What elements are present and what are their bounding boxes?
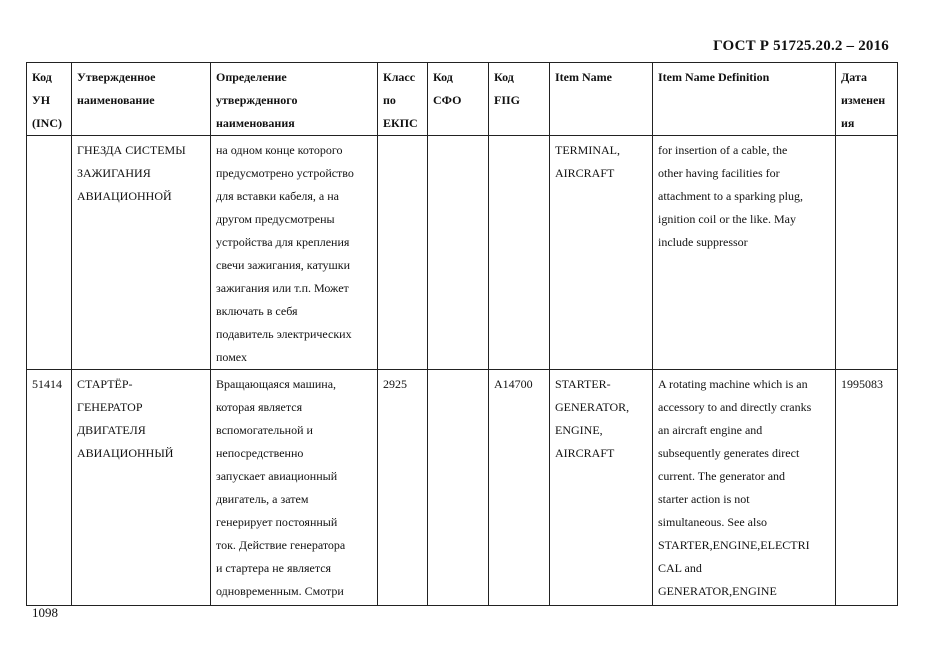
cell-change-date: 1995083 xyxy=(836,370,898,606)
cell-definition: Вращающаяся машина, которая является вспомогательной и непосредственно запускает авиационный двигатель, а затем генерирует постоянный ток. Действие генератора и стартера не является одновременным. Смотри xyxy=(211,370,378,606)
header-row xyxy=(27,63,898,136)
header-item-name-definition: Item Name Definition xyxy=(653,63,836,136)
page-number: 1098 xyxy=(32,605,58,620)
header-name-definition: Определение утвержденного наименования xyxy=(211,63,378,136)
cell-approved-name: ГНЕЗДА СИСТЕМЫ ЗАЖИГАНИЯ АВИАЦИОННОЙ xyxy=(72,136,211,370)
cell-item-name: TERMINAL, AIRCRAFT xyxy=(550,136,653,370)
cell-ekps-class: 2925 xyxy=(378,370,428,606)
header-approved-name: Утвержденное наименование xyxy=(72,63,211,136)
table-row xyxy=(27,136,898,370)
header-item-name: Item Name xyxy=(550,63,653,136)
cell-definition: на одном конце которого предусмотрено устройство для вставки кабеля, а на другом предусмотрены устройства для крепления свечи зажигания, катушки зажигания или т.п. Может включать в себя подавитель электрических помех xyxy=(211,136,378,370)
cell-fiig-code: A14700 xyxy=(489,370,550,606)
table-row xyxy=(27,370,898,606)
document-title: ГОСТ Р 51725.20.2 – 2016 xyxy=(713,38,889,54)
cell-ekps-class xyxy=(378,136,428,370)
cell-fiig-code xyxy=(489,136,550,370)
cell-code xyxy=(27,136,72,370)
cell-change-date xyxy=(836,136,898,370)
cell-code: 51414 xyxy=(27,370,72,606)
cell-sfo-code xyxy=(428,370,489,606)
header-change-date: Дата изменен ия xyxy=(836,63,898,136)
classification-table xyxy=(26,62,898,606)
header-ekps-class: Класс по ЕКПС xyxy=(378,63,428,136)
cell-item-name: STARTER- GENERATOR, ENGINE, AIRCRAFT xyxy=(550,370,653,606)
cell-item-definition: for insertion of a cable, the other having facilities for attachment to a sparking plug, ignition coil or the like. May include suppressor xyxy=(653,136,836,370)
cell-approved-name: СТАРТЁР- ГЕНЕРАТОР ДВИГАТЕЛЯ АВИАЦИОННЫЙ xyxy=(72,370,211,606)
cell-sfo-code xyxy=(428,136,489,370)
header-inc-code: Код УН (INC) xyxy=(27,63,72,136)
cell-item-definition: A rotating machine which is an accessory to and directly cranks an aircraft engine and subsequently generates direct current. The generator and starter action is not simultaneous. See also STARTER,ENGINE,ELECTRI CAL and GENERATOR,ENGINE xyxy=(653,370,836,606)
header-fiig-code: Код FIIG xyxy=(489,63,550,136)
header-sfo-code: Код СФО xyxy=(428,63,489,136)
